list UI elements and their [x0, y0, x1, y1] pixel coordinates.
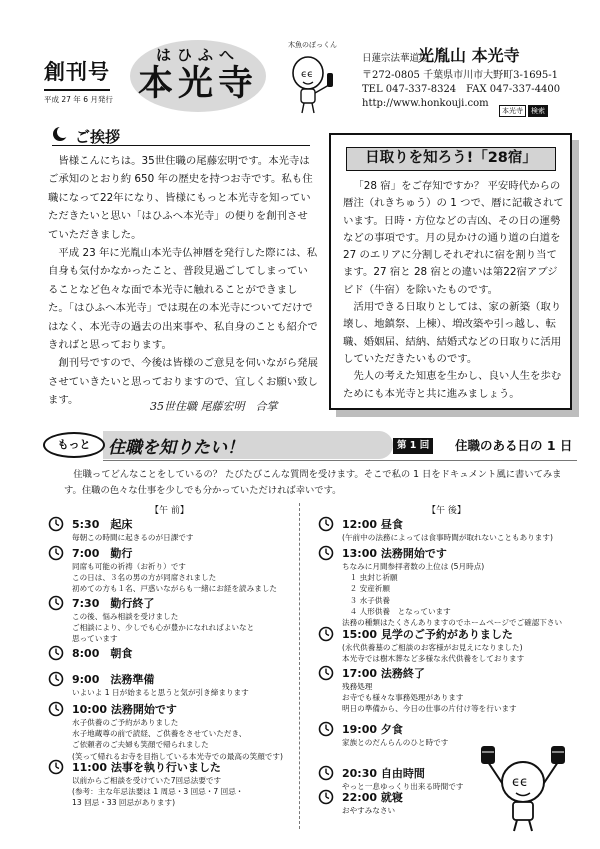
clock-icon — [48, 516, 64, 532]
search-chips — [497, 98, 548, 117]
schedule-desc: 残務処理 お寺でも様々な事務処理があります 明日の準備から、今日の仕事の片付け等を行います — [342, 682, 517, 714]
schedule-desc: 毎朝この時間に起きるのが日課です — [72, 533, 194, 542]
greeting-paragraph: 創刊号ですので、今後は皆様のご意見を伺いながら発展させていきたいと思っておりますので、宜しくお願い致します。 — [48, 357, 318, 407]
schedule-time: 17:00 法務終了 — [342, 667, 425, 680]
issue-date: 平成 27 年 6 月発行 — [44, 95, 113, 104]
feature-subtitle: 住職のある日の 1 日 — [455, 438, 573, 453]
schedule-time: 12:00 昼食 — [342, 518, 403, 531]
clock-icon — [318, 626, 334, 642]
clock-icon — [48, 545, 64, 561]
morning-label: 【午 前】 — [150, 506, 189, 516]
clock-icon — [48, 645, 64, 661]
feature-title: 住職を知りたい！ — [108, 438, 244, 458]
masthead-title: 本光寺 — [137, 64, 258, 104]
mansions-paragraph: 活用できる日取りとしては、家の新築（取り壊し、地鎮祭、上棟）、増改築や引っ越し、転職、婚姻届、結納、結婚式などの日取りに活用していただきたいものです。 — [343, 301, 562, 365]
issue-tag: 第 1 回 — [393, 438, 433, 454]
schedule-desc: (永代供養墓のご相談のお客様がお見えになりました) 本光寺では樹木葬など多様な永代供養をしております — [342, 643, 525, 664]
greeting-paragraph: 皆様こんにちは。35世住職の尾藤宏明です。本光寺はご承知のとおり約 650 年の歴史を持つお寺です。私も住職になって22年になり、皆様にもっと本光寺を知っていただきたいと思い「はひふへ本光寺」の便りを創刊させていただきました。 — [48, 155, 313, 241]
schedule-time: 7:30 勤行終了 — [72, 597, 155, 610]
masthead-kana: はひふへ — [155, 46, 240, 64]
clock-icon — [318, 545, 334, 561]
schedule-time: 8:00 朝食 — [72, 647, 133, 660]
schedule-time: 20:30 自由時間 — [342, 767, 425, 780]
mascot-drumming-icon — [480, 740, 566, 832]
schedule-time: 9:00 法務準備 — [72, 673, 155, 686]
schedule-desc: 以前からご相談を受けていた7回忌法要です (参考：主な年忌法要は 1 周忌・3 回忌・7 回忌・ 13 回忌・33 回忌があります) — [72, 776, 244, 808]
svg-text:ϵϵ: ϵϵ — [512, 775, 528, 790]
schedule-time: 15:00 見学のご予約がありました — [342, 628, 513, 641]
schedule-desc: ちなみに月間参拝者数の上位は (5月時点) １ 虫封じ祈願 ２ 安産祈願 ３ 水子供養 ４ 人形供養 となっています 法務の種類はたくさんありますのでホームページでご確認下さい — [342, 562, 563, 628]
feature-rule — [103, 460, 577, 461]
search-button-chip: 検索 — [528, 105, 548, 117]
schedule-time: 5:30 起床 — [72, 518, 133, 531]
mansions-paragraph: 「28 宿」をご存知ですか？ 平安時代からの暦注（れきちゅう）の 1 つで、暦に記載されています。日時・方位などの吉凶、その日の運勢などの事項です。月の見かけの通り道の白道を 27 のエリアに分割しそれぞれに宿を割り当てます。27 宿と 28 宿との違いは第22宿アブジビド（牛宿）を除いたものです。 — [343, 180, 564, 296]
schedule-time: 13:00 法務開始です — [342, 547, 447, 560]
sect-name: 日蓮宗法華道場 — [362, 53, 429, 64]
schedule-time: 22:00 就寝 — [342, 791, 403, 804]
greeting-heading — [52, 126, 310, 146]
clock-icon — [48, 595, 64, 611]
crescent-moon-icon — [52, 126, 68, 142]
website-url[interactable]: http://www.honkouji.com — [362, 98, 489, 109]
feature-badge: もっと — [43, 432, 105, 458]
mansions-body — [343, 178, 565, 403]
search-term-chip: 本光寺 — [499, 105, 526, 117]
schedule-desc: おやすみなさい — [342, 806, 396, 815]
mansions-paragraph: 先人の考えた知恵を生かし、良い人生を歩むためにも本光寺と共に進みましょう。 — [343, 370, 562, 400]
signature: 35世住職 尾藤宏明 合掌 — [150, 400, 278, 413]
temple-name: 光胤山 本光寺 — [418, 46, 520, 65]
clock-icon — [318, 789, 334, 805]
schedule-desc: いよいよ 1 日が始まると思うと気が引き締まります — [72, 688, 249, 697]
schedule-desc: やっと一息ゆっくり出来る時間です — [342, 782, 464, 791]
schedule-desc: 水子供養のご予約がありました 水子地蔵尊の前で読経、ご供養をさせていただき、 ご依頼者のご夫婦も笑顔で帰られました (笑って帰れるお寺を目指している本光寺での最高の笑顔です) — [72, 718, 283, 761]
feature-intro — [64, 467, 564, 498]
schedule-time: 11:00 法事を執り行いました — [72, 761, 221, 774]
greeting-title: ご挨拶 — [75, 128, 121, 146]
afternoon-label: 【午 後】 — [427, 506, 466, 516]
svg-text:ϵϵ: ϵϵ — [301, 69, 314, 80]
schedule-desc: 家族とのだんらんのひと時です — [342, 738, 449, 747]
schedule-time: 10:00 法務開始です — [72, 703, 177, 716]
clock-icon — [318, 516, 334, 532]
issue-number: 創刊号 — [44, 60, 110, 84]
clock-icon — [318, 721, 334, 737]
schedule-desc: この後、悩み相談を受けました ご相談により、少しでも心が豊かになれればよいなと 思っています — [72, 612, 255, 644]
clock-icon — [48, 759, 64, 775]
clock-icon — [48, 701, 64, 717]
greeting-paragraph: 平成 23 年に光胤山本光寺仏神暦を発行した際には、私自身も気付かなかったこと、普段見過ごしてしまっていることなど色々な面で本光寺に触れることができました。「はひふへ本光寺」では現在の本光寺についてだけではなく、本光寺の過去の出来事や、私自身のことも紹介できればと思っております。 — [48, 247, 318, 352]
clock-icon — [318, 665, 334, 681]
schedule-time: 19:00 夕食 — [342, 723, 403, 736]
issue-block — [44, 57, 113, 105]
schedule-desc: 同席も可能の祈祷（お祈り）です この日は、３名の男の方が同席されました 初めての方も１名、戸惑いながらも一緒にお経を読みました — [72, 562, 278, 594]
clock-icon — [318, 765, 334, 781]
schedule-desc: (午前中の法務によっては食事時間が取れないこともあります) — [342, 533, 553, 542]
mascot-icon — [289, 51, 337, 115]
address: 〒272-0805 千葉県市川市大野町3-1695-1 — [362, 70, 559, 81]
schedule-time: 7:00 勤行 — [72, 547, 133, 560]
column-divider — [299, 503, 300, 829]
tel-fax: TEL 047-337-8324 FAX 047-337-4400 — [362, 84, 561, 95]
greeting-body — [48, 152, 318, 410]
mansions-title: 日取りを知ろう!「28宿」 — [346, 147, 556, 171]
mascot-caption: 木魚のぼっくん — [288, 41, 337, 49]
feature-intro-text: 住職ってどんなことをしているの？ たびたびこんな質問を受けます。そこで私の 1 日をドキュメント風に書いてみます。住職の色々な仕事を少しでも分かっていただければ幸いです。 — [64, 469, 562, 496]
clock-icon — [48, 671, 64, 687]
issue-rule — [44, 89, 110, 91]
